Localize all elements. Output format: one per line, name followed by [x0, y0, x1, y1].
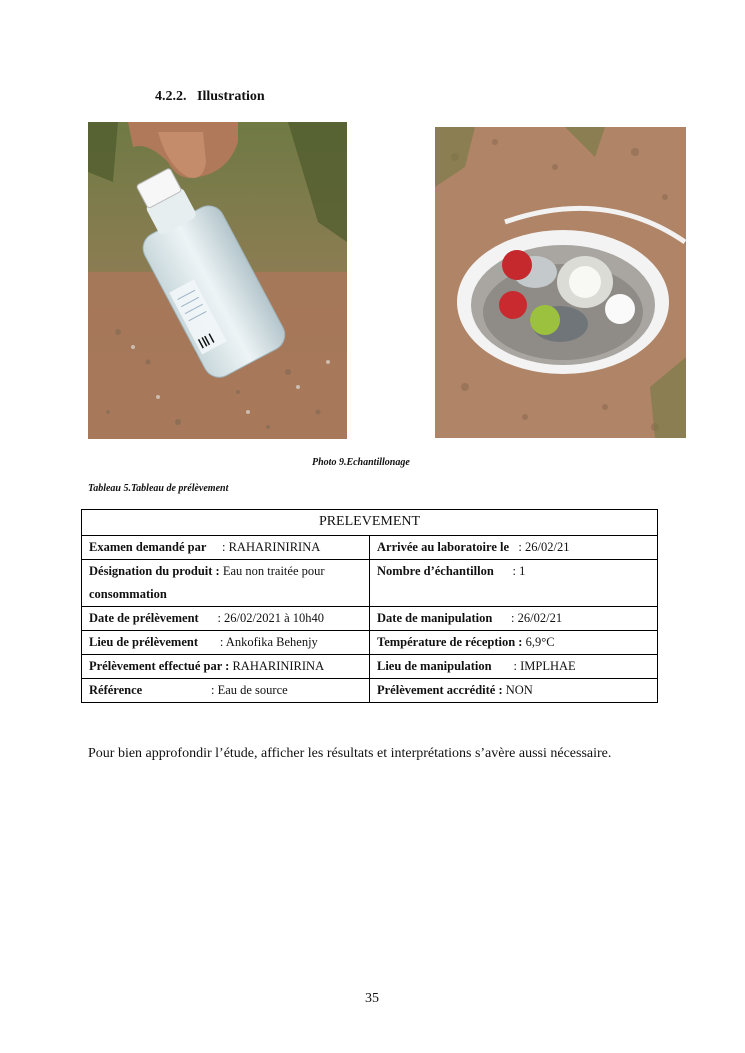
cell-label: Lieu de prélèvement [89, 635, 199, 649]
cell-label: Arrivée au laboratoire le [377, 540, 510, 554]
table-cell [82, 655, 370, 679]
cell-label: Nombre d’échantillon [377, 564, 494, 578]
cell-value: : IMPLHAE [513, 659, 576, 673]
page-number: 35 [365, 991, 379, 1006]
table-cell [82, 631, 370, 655]
table-row [82, 631, 658, 655]
section-number: 4.2.2. [155, 89, 187, 104]
table-cell [370, 631, 658, 655]
cell-label: Lieu de manipulation [377, 659, 492, 673]
prelevement-table [81, 509, 658, 703]
cell-value: : Ankofika Behenjy [219, 635, 318, 649]
cell-label: Température de réception : [377, 635, 523, 649]
cell-value: : 26/02/2021 à 10h40 [217, 611, 325, 625]
table-cell [370, 607, 658, 631]
cell-label: Prélèvement accrédité : [377, 683, 503, 697]
cell-value: : Eau de source [210, 683, 288, 697]
table-cell [370, 655, 658, 679]
table-row [82, 607, 658, 631]
table-cell [370, 560, 658, 607]
table-cell [370, 679, 658, 703]
photo-caption: Photo 9.Echantillonage [312, 457, 410, 468]
cell-value: 6,9°C [525, 635, 555, 649]
table-caption: Tableau 5.Tableau de prélèvement [88, 483, 229, 494]
cell-label: Prélèvement effectué par : [89, 659, 230, 673]
cell-value: : RAHARINIRINA [222, 540, 321, 554]
cell-value: Eau non traitée pour [222, 564, 325, 578]
cell-label: Date de prélèvement [89, 611, 199, 625]
cell-label: Désignation du produit : [89, 564, 220, 578]
cell-label: Examen demandé par [89, 540, 207, 554]
table-header: PRELEVEMENT [82, 510, 658, 536]
cell-value: : 26/02/21 [518, 540, 570, 554]
table-cell [82, 536, 370, 560]
table-row [82, 679, 658, 703]
table-row [82, 655, 658, 679]
cell-value: RAHARINIRINA [232, 659, 325, 673]
cell-value: NON [505, 683, 533, 697]
photo-sample-bucket [435, 127, 686, 438]
table-cell [82, 679, 370, 703]
cell-label: Référence [89, 683, 143, 697]
body-paragraph: Pour bien approfondir l’étude, afficher les résultats et interprétations s’avère aussi nécessaire. [88, 746, 612, 761]
table-cell [370, 536, 658, 560]
section-title: Illustration [197, 89, 265, 104]
cell-value: : 1 [512, 564, 526, 578]
table-row [82, 560, 658, 607]
table-cell [82, 560, 370, 607]
table-cell [82, 607, 370, 631]
cell-label: consommation [89, 587, 167, 601]
table-row [82, 536, 658, 560]
cell-value: : 26/02/21 [511, 611, 563, 625]
photo-water-bottle [88, 122, 347, 439]
cell-label: Date de manipulation [377, 611, 493, 625]
section-heading [155, 89, 265, 105]
